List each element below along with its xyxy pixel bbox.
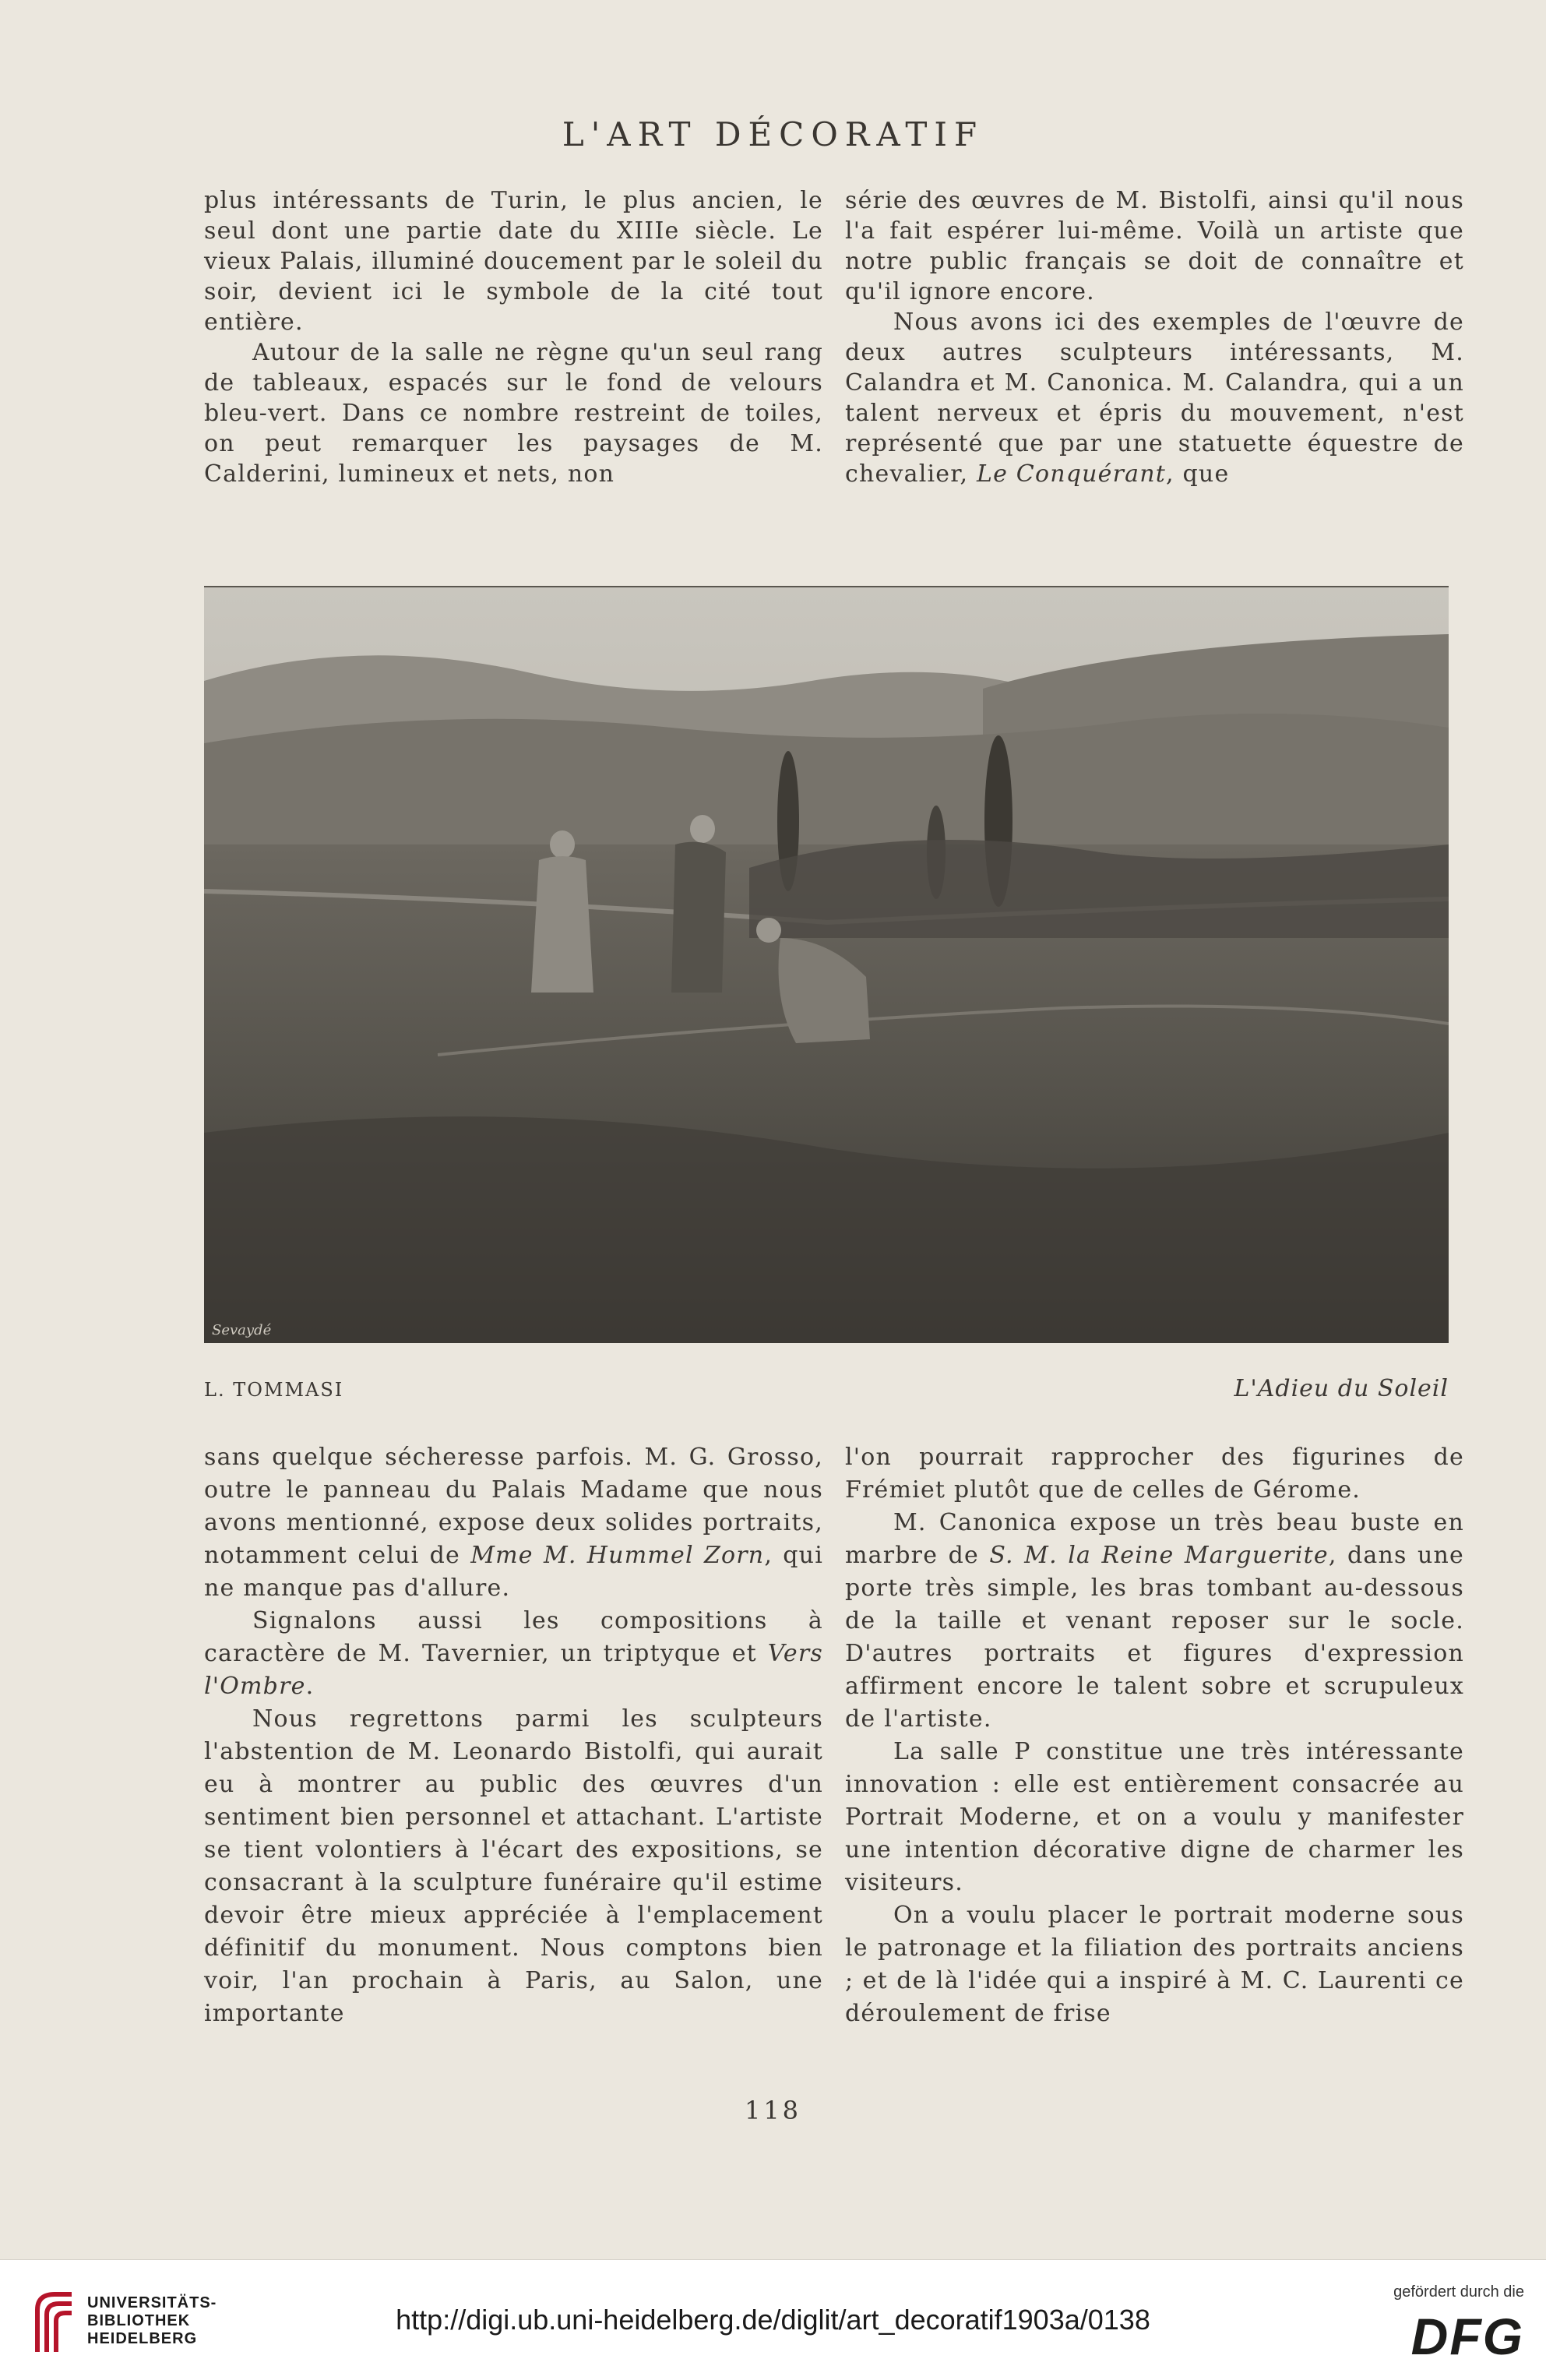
caption-title: L'Adieu du Soleil — [1234, 1375, 1449, 1402]
running-head: L'ART DÉCORATIF — [562, 115, 984, 153]
paragraph-text: . — [305, 1673, 315, 1700]
paragraph — [845, 307, 1464, 489]
paragraph: La salle P constitue une très intéressante innovation : elle est entièrement consacrée au Portrait Moderne, et on a voulu y manifester une intention décorative digne de charmer les visiteurs. — [845, 1738, 1464, 1896]
paragraph: l'on pourrait rapprocher des figurines de Frémiet plutôt que de celles de Gérome. — [845, 1444, 1464, 1504]
paragraph: On a voulu placer le portrait moderne sous le patronage et la filiation des portraits anciens ; et de là l'idée qui a inspiré à M. C. Laurenti ce déroulement de frise — [845, 1902, 1464, 2027]
paragraph-text: Signalons aussi les compositions à caractère de M. Tavernier, un triptyque et — [204, 1607, 823, 1667]
paragraph: Autour de la salle ne règne qu'un seul rang de tableaux, espacés sur le fond de velours bleu-vert. Dans ce nombre restreint de toiles, on peut remarquer les paysages de M. Calderini, lumineux et nets, non — [204, 339, 823, 488]
column-top-right — [845, 185, 1464, 489]
caption-artist: L. TOMMASI — [204, 1379, 344, 1401]
column-top-left — [204, 185, 823, 489]
library-name-line: BIBLIOTHEK — [87, 2312, 191, 2329]
footer-bar — [0, 2259, 1546, 2380]
library-name-line: HEIDELBERG — [87, 2330, 198, 2347]
paragraph-text: , qui ne manque pas d'allure. — [204, 1542, 823, 1602]
dfg-logo: DFG — [1410, 2308, 1524, 2365]
portrait-title: Mme M. Hummel Zorn — [470, 1542, 765, 1569]
page-number: 118 — [744, 2096, 802, 2125]
paragraph: série des œuvres de M. Bistolfi, ainsi qu'il nous l'a fait espérer lui-même. Voilà un artiste que notre public français se doit de connaître et qu'il ignore encore. — [845, 187, 1464, 305]
paragraph-text: Nous avons ici des exemples de l'œuvre de deux autres sculpteurs intéressants, M. Calandra et M. Canonica. M. Calandra, qui a un talent nerveux et épris du mouvement, n'est représenté que par une statuette équestre de chevalier, — [845, 309, 1464, 488]
triptych-title: Vers l'Ombre — [204, 1640, 823, 1700]
paragraph-text: M. Canonica expose un très beau buste en marbre de — [845, 1509, 1464, 1569]
paragraph: Nous regrettons parmi les sculpteurs l'abstention de M. Leonardo Bistolfi, qui aurait eu à montrer au public des œuvres d'un sentiment bien personnel et attachant. L'artiste se tient volontiers à l'écart des expositions, se consacrant à la sculpture funéraire qu'il estime devoir être mieux appréciée à l'emplacement définitif du monument. Nous comptons bien voir, l'an prochain à Paris, au Salon, une importante — [204, 1705, 823, 2027]
paragraph-text: , dans une porte très simple, les bras tombant au-dessous de la taille et venant reposer sur le socle. D'autres portraits et figures d'expression affirment encore le talent sobre et scrupuleux de l'artiste. — [845, 1542, 1464, 1733]
paragraph-text: , que — [1166, 460, 1230, 488]
bust-title: S. M. la Reine Marguerite — [989, 1542, 1329, 1569]
paragraph — [204, 1441, 823, 1605]
library-name-line: UNIVERSITÄTS- — [87, 2294, 217, 2311]
paragraph-text: sans quelque sécheresse parfois. M. G. Grosso, outre le panneau du Palais Madame que nous avons mentionné, expose deux solides portraits, notamment celui de — [204, 1444, 823, 1569]
painting-reproduction — [204, 586, 1449, 1343]
painter-signature: Sevaydé — [212, 1322, 272, 1338]
artwork-title: Le Conquérant — [977, 460, 1167, 488]
permalink-url[interactable]: http://digi.ub.uni-heidelberg.de/diglit/art_decoratif1903a/0138 — [396, 2304, 1150, 2336]
paragraph — [845, 1507, 1464, 1736]
landscape-image — [204, 587, 1449, 1343]
paragraph — [204, 1605, 823, 1703]
bushes — [749, 840, 1449, 938]
column-bottom-right — [845, 1441, 1464, 2030]
paragraph: plus intéressants de Turin, le plus ancien, le seul dont une partie date du XIIIe siècle. Le vieux Palais, illuminé doucement par le soleil du soir, devient ici le symbole de la cité tout entière. — [204, 187, 823, 336]
column-bottom-left — [204, 1441, 823, 2030]
funding-label: gefördert durch die — [1393, 2283, 1524, 2301]
